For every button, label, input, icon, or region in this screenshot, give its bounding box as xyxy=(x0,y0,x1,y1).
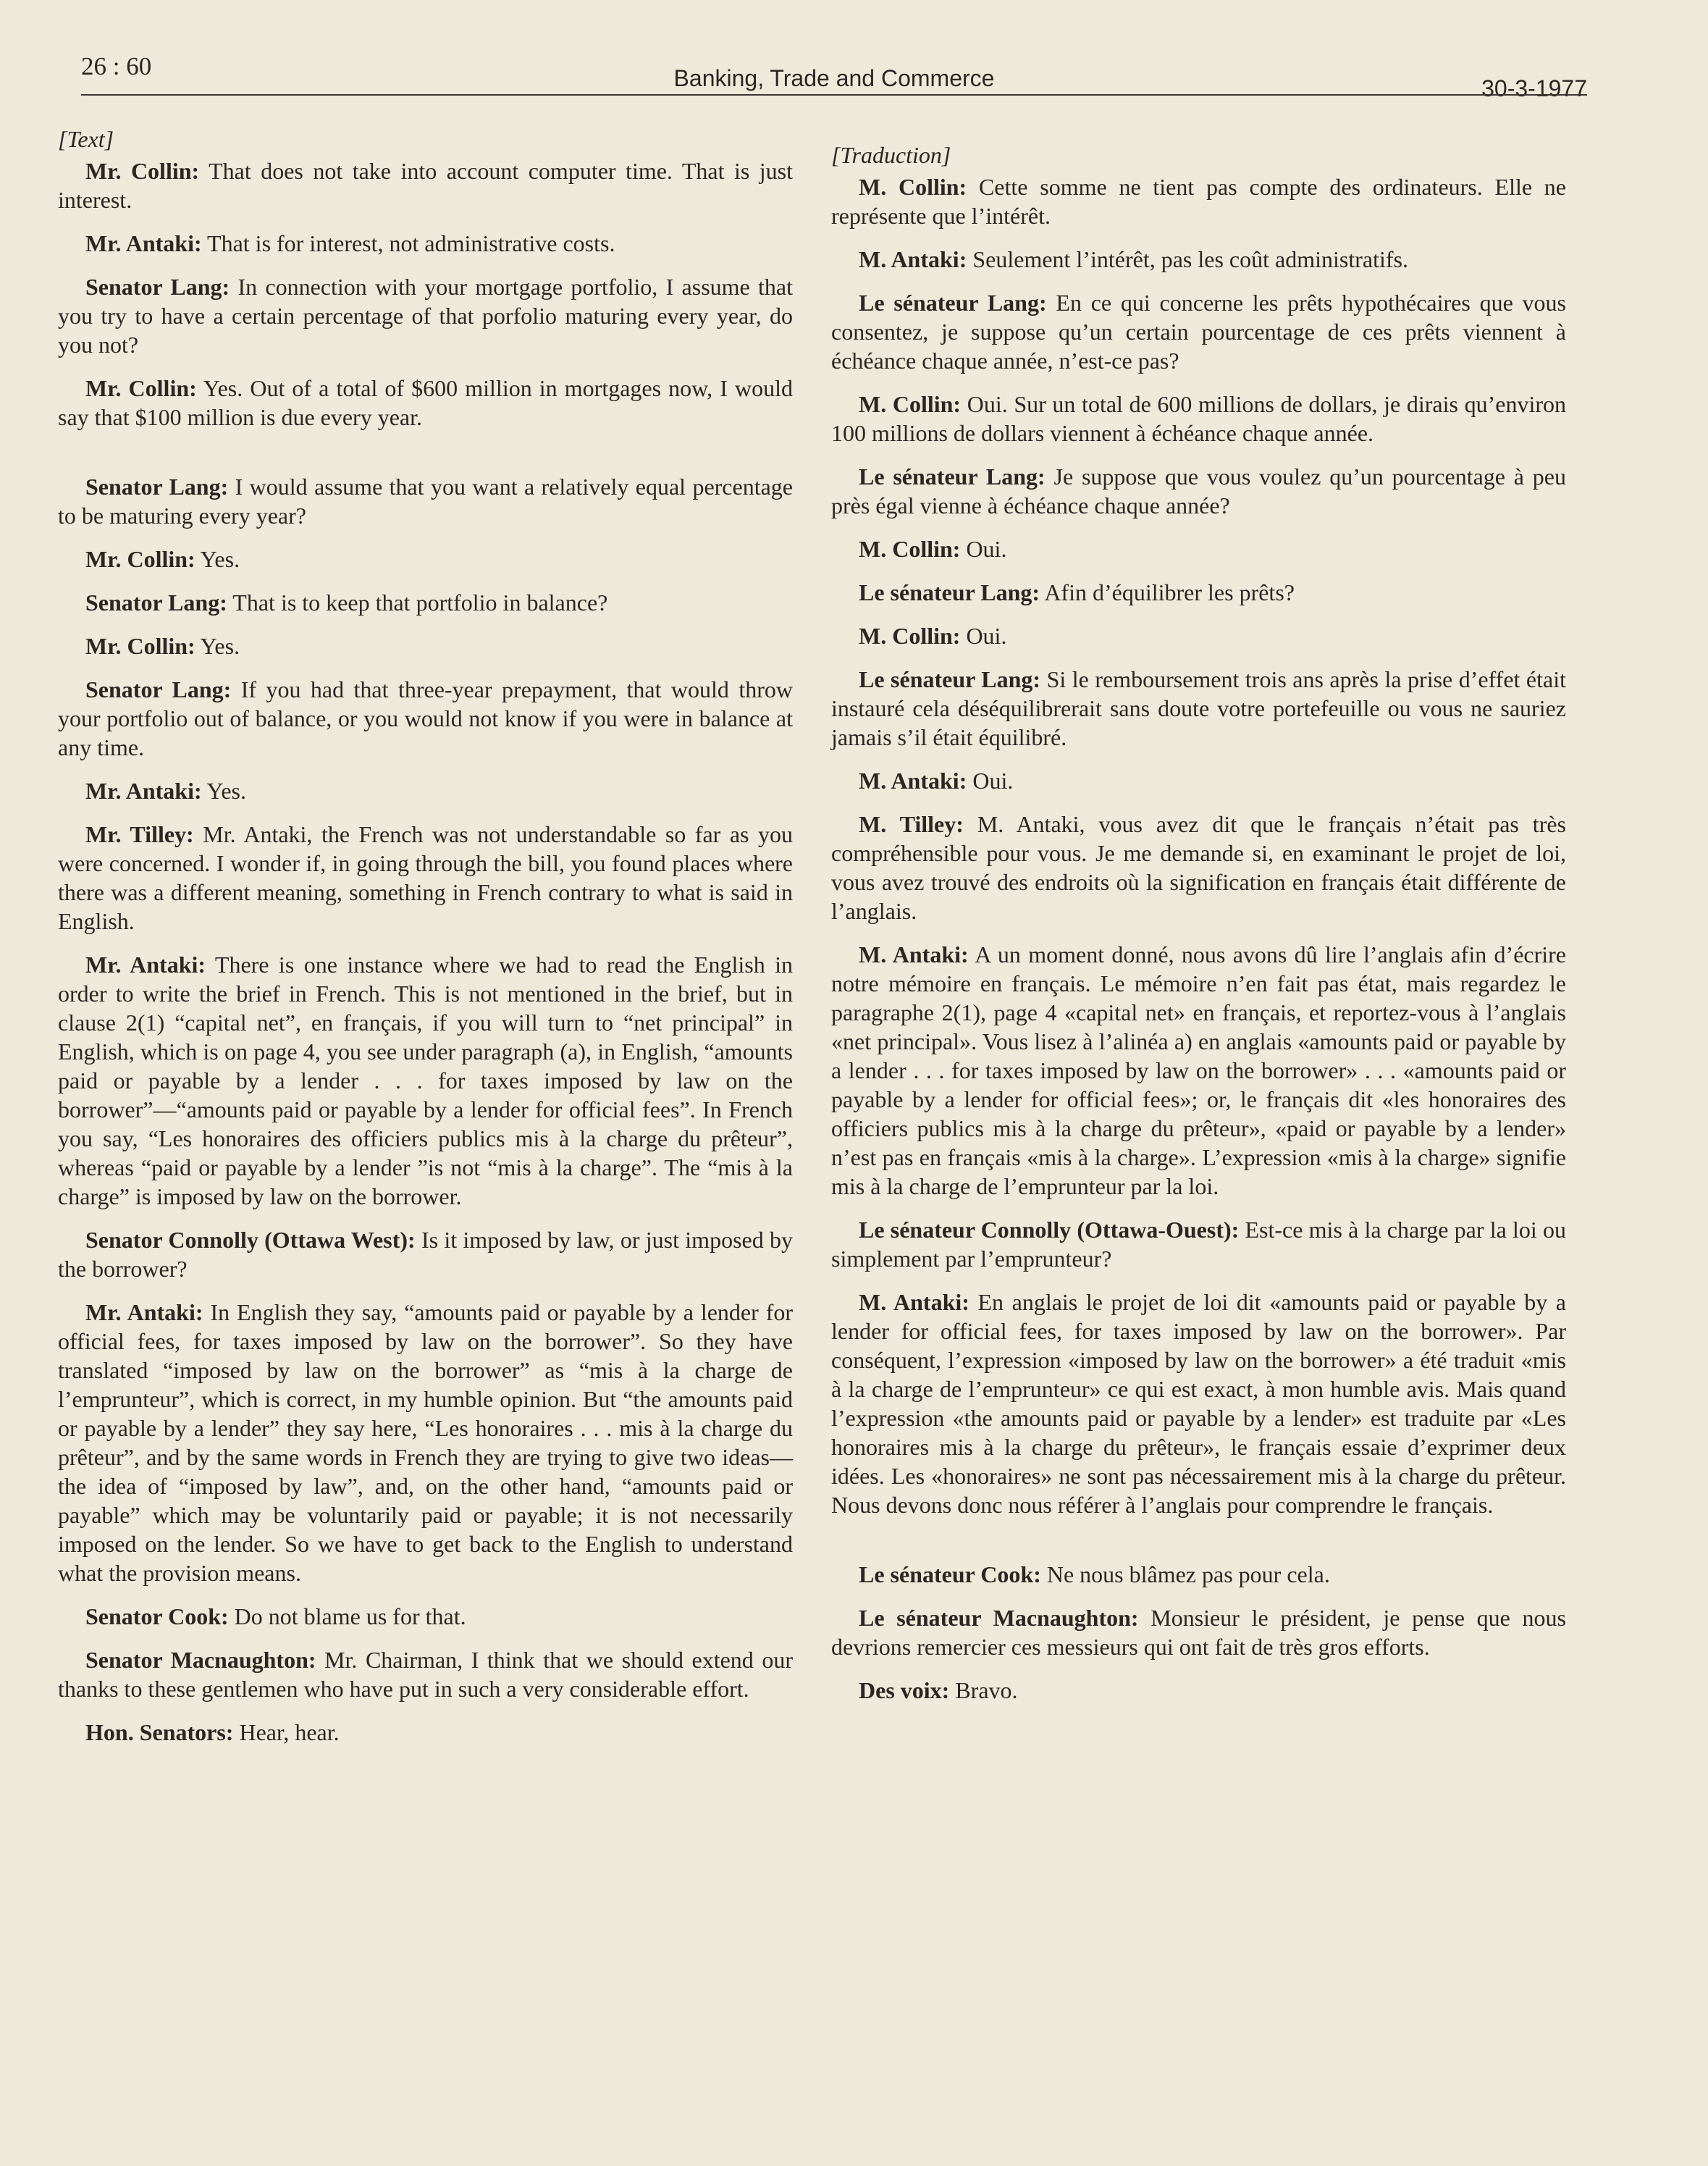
speech-text: Seulement l’intérêt, pas les coût administratifs. xyxy=(967,246,1408,272)
speaker-name: Mr. Antaki: xyxy=(85,230,202,256)
speaker-name: Mr. Collin: xyxy=(85,633,195,659)
speech-paragraph xyxy=(58,950,793,1211)
speech-paragraph xyxy=(58,776,793,805)
speech-text: Hear, hear. xyxy=(233,1719,340,1745)
speaker-name: Mr. Antaki: xyxy=(85,1299,203,1325)
speaker-name: Senator Lang: xyxy=(85,274,230,300)
speech-paragraph xyxy=(831,766,1566,795)
speech-paragraph xyxy=(58,229,793,258)
speech-paragraph xyxy=(58,1718,793,1747)
speaker-name: Le sénateur Lang: xyxy=(859,290,1047,316)
speech-paragraph xyxy=(831,1215,1566,1273)
speech-text: Je suppose que vous voulez qu’un pourcentage à peu près égal vienne à échéance chaque année? xyxy=(831,463,1567,519)
header-rule xyxy=(81,94,1587,96)
speaker-name: Des voix: xyxy=(859,1677,950,1703)
speaker-name: Senator Cook: xyxy=(85,1603,229,1629)
speaker-name: Senator Connolly (Ottawa West): xyxy=(85,1227,416,1253)
speech-text: M. Antaki, vous avez dit que le français n’était pas très compréhensible pour vous. Je me demande si, en examinant le projet de loi, vous avez trouvé des endroits où la signification en français était différente de l’anglais. xyxy=(831,811,1567,924)
speaker-name: Le sénateur Connolly (Ottawa-Ouest): xyxy=(859,1217,1240,1243)
speech-text: If you had that three-year prepayment, that would throw your portfolio out of balance, or you would not know if you were in balance at any time. xyxy=(58,676,794,760)
speaker-name: Senator Lang: xyxy=(85,474,229,500)
language-tag: [Traduction] xyxy=(831,142,951,168)
speech-text: Yes. xyxy=(195,546,240,572)
speech-paragraph xyxy=(58,156,793,214)
speech-paragraph xyxy=(831,390,1566,448)
speaker-name: Mr. Collin: xyxy=(85,158,200,184)
speech-text: There is one instance where we had to read the English in order to write the brief in French. This is not mentioned in the brief, but in clause 2(1) “capital net”, en français, if you will turn to “net principal” in English, which is on page 4, you see under paragraph (a), in English, “amounts paid or payable by a lender . . . for taxes imposed by law on the borrower”—“amounts paid or payable by a lender for official fees”. In French you say, “Les honoraires des officiers publics mis à la charge du prêteur”, whereas “paid or payable by a lender ”is not “mis à la charge”. The “mis à la charge” is imposed by law on the borrower. xyxy=(58,952,794,1209)
speech-text: Is it imposed by law, or just imposed by the borrower? xyxy=(58,1227,794,1282)
speech-paragraph xyxy=(58,1298,793,1587)
speech-text: In connection with your mortgage portfolio, I assume that you try to have a certain percentage of that porfolio maturing every year, do you not? xyxy=(58,274,794,358)
speaker-name: M. Antaki: xyxy=(859,246,967,272)
speech-paragraph xyxy=(831,621,1566,650)
speech-paragraph xyxy=(831,1288,1566,1519)
speech-text: Mr. Chairman, I think that we should extend our thanks to these gentlemen who have put in such a very considerable effort. xyxy=(58,1647,794,1702)
speech-paragraph xyxy=(58,588,793,617)
header-title: Banking, Trade and Commerce xyxy=(673,65,995,91)
speaker-name: M. Antaki: xyxy=(859,768,967,794)
speech-text: A un moment donné, nous avons dû lire l’anglais afin d’écrire notre mémoire en français. Le mémoire n’en fait pas état, mais regardez le paragraphe 2(1), page 4 «capital net» en français, et reportez-vous à l’anglais «net principal». Vous lisez à l’alinéa a) en anglais «amounts paid or payable by a lender . . . for taxes imposed by law on the borrower» . . . «amounts paid or payable by a lender for official fees»; or, le français dit «les honoraires des officiers publics mis à la charge du prêteur», «paid or payable by a lender» n’est pas en français «mis à la charge». L’expression «mis à la charge» signifie mis à la charge de l’emprunteur par la loi. xyxy=(831,941,1567,1199)
speech-paragraph xyxy=(831,1603,1566,1661)
speech-paragraph xyxy=(58,1602,793,1631)
speech-paragraph xyxy=(831,940,1566,1201)
speech-text: En anglais le projet de loi dit «amounts paid or payable by a lender for official fees, for taxes imposed by law on the borrower». Par conséquent, l’expression «imposed by law on the borrower» a été traduit «mis à la charge de l’emprunteur» ce qui est exact, à mon humble avis. Mais quand l’expression «the amounts paid or payable by a lender» est traduite par «Les honoraires mis à la charge du prêteur», le français essaie d’exprimer deux idées. Les «honoraires» ne sont pas nécessairement mis à la charge du prêteur. Nous devons donc nous référer à l’anglais pour comprendre le français. xyxy=(831,1289,1567,1518)
french-column xyxy=(831,140,1566,1719)
speech-paragraph xyxy=(58,374,793,432)
speaker-name: M. Tilley: xyxy=(859,811,964,837)
speech-paragraph xyxy=(831,810,1566,925)
speech-paragraph xyxy=(831,665,1566,752)
speech-text: Ne nous blâmez pas pour cela. xyxy=(1040,1561,1330,1587)
header-date: 30-3-1977 xyxy=(1481,75,1587,101)
speech-paragraph xyxy=(831,578,1566,607)
speech-paragraph xyxy=(58,272,793,359)
speaker-name: Le sénateur Macnaughton: xyxy=(859,1605,1139,1631)
speaker-name: M. Collin: xyxy=(859,391,962,417)
language-tag: [Text] xyxy=(58,126,114,152)
speech-text: Monsieur le président, je pense que nous devrions remercier ces messieurs qui ont fait de très gros efforts. xyxy=(831,1605,1567,1660)
speech-text: Mr. Antaki, the French was not understandable so far as you were concerned. I wonder if, in going through the bill, you found places where there was a different meaning, something in French contrary to what is said in English. xyxy=(58,821,794,934)
page-number: 26 : 60 xyxy=(81,52,152,80)
speech-paragraph xyxy=(58,820,793,936)
speech-text: Afin d’équilibrer les prêts? xyxy=(1040,579,1295,605)
speaker-name: Le sénateur Cook: xyxy=(859,1561,1041,1587)
speech-paragraph xyxy=(58,1645,793,1703)
speech-paragraph xyxy=(831,1676,1566,1705)
english-column xyxy=(58,125,793,1761)
speech-text: Do not blame us for that. xyxy=(228,1603,466,1629)
speaker-name: M. Antaki: xyxy=(859,941,969,967)
speaker-name: M. Collin: xyxy=(859,536,961,562)
speech-paragraph xyxy=(58,1225,793,1283)
speaker-name: Senator Lang: xyxy=(85,589,227,616)
speaker-name: Mr. Antaki: xyxy=(85,952,206,978)
speech-paragraph xyxy=(831,534,1566,563)
speech-text: Bravo. xyxy=(949,1677,1018,1703)
speech-text: Si le remboursement trois ans après la prise d’effet était instauré cela déséquilibrerait sans doute votre portefeuille ou vous ne sauriez jamais s’il était équilibré. xyxy=(831,666,1567,750)
speaker-name: Senator Lang: xyxy=(85,676,232,702)
speech-text: Oui. Sur un total de 600 millions de dollars, je dirais qu’environ 100 millions de dollars viennent à échéance chaque année. xyxy=(831,391,1567,446)
speech-text: Oui. xyxy=(960,623,1007,649)
speech-paragraph xyxy=(831,1560,1566,1589)
speaker-name: Mr. Antaki: xyxy=(85,778,202,804)
speaker-name: Mr. Tilley: xyxy=(85,821,194,847)
speech-paragraph xyxy=(831,288,1566,375)
speech-text: Yes. xyxy=(201,778,246,804)
speech-text: Yes. xyxy=(195,633,240,659)
speaker-name: M. Collin: xyxy=(859,174,967,200)
speech-text: I would assume that you want a relatively equal percentage to be maturing every year? xyxy=(58,474,794,529)
speech-paragraph xyxy=(831,245,1566,274)
speaker-name: M. Antaki: xyxy=(859,1289,969,1315)
speaker-name: Mr. Collin: xyxy=(85,546,195,572)
speech-text: En ce qui concerne les prêts hypothécaires que vous consentez, je suppose qu’un certain pourcentage de ces prêts viennent à échéance chaque année, n’est-ce pas? xyxy=(831,290,1567,374)
speech-text: Yes. Out of a total of $600 million in mortgages now, I would say that $100 million is due every year. xyxy=(58,375,794,430)
speech-paragraph xyxy=(831,462,1566,520)
speech-paragraph xyxy=(58,545,793,574)
speaker-name: Le sénateur Lang: xyxy=(859,579,1040,605)
speech-paragraph xyxy=(831,172,1566,230)
speech-text: Oui. xyxy=(967,768,1014,794)
speech-text: In English they say, “amounts paid or payable by a lender for official fees, for taxes imposed by law on the borrower”. So they have translated “imposed by law on the borrower” as “mis à la charge de l’emprunteur”, which is correct, in my humble opinion. But “the amounts paid or payable by a lender” they say here, “Les honoraires . . . mis à la charge du prêteur”, and by the same words in French they are trying to give two ideas—the idea of “imposed by law”, and, on the other hand, “amounts paid or payable” which may be voluntarily paid or payable; it is not necessarily imposed on the lender. So we have to get back to the English to understand what the provision means. xyxy=(58,1299,794,1586)
speaker-name: Senator Macnaughton: xyxy=(85,1647,316,1673)
speech-paragraph xyxy=(58,631,793,660)
speech-text: That is for interest, not administrative costs. xyxy=(201,230,615,256)
speaker-name: M. Collin: xyxy=(859,623,961,649)
speech-text: That is to keep that portfolio in balance? xyxy=(227,589,608,616)
speaker-name: Le sénateur Lang: xyxy=(859,666,1041,692)
speech-paragraph xyxy=(58,675,793,762)
speech-paragraph xyxy=(58,472,793,530)
speech-text: That does not take into account computer time. That is just interest. xyxy=(58,158,794,213)
speech-text: Oui. xyxy=(960,536,1007,562)
speech-text: Cette somme ne tient pas compte des ordinateurs. Elle ne représente que l’intérêt. xyxy=(831,174,1567,229)
speaker-name: Mr. Collin: xyxy=(85,375,197,401)
running-header xyxy=(81,52,1587,101)
speech-text: Est-ce mis à la charge par la loi ou simplement par l’emprunteur? xyxy=(831,1217,1567,1272)
speaker-name: Le sénateur Lang: xyxy=(859,463,1046,490)
speaker-name: Hon. Senators: xyxy=(85,1719,234,1745)
